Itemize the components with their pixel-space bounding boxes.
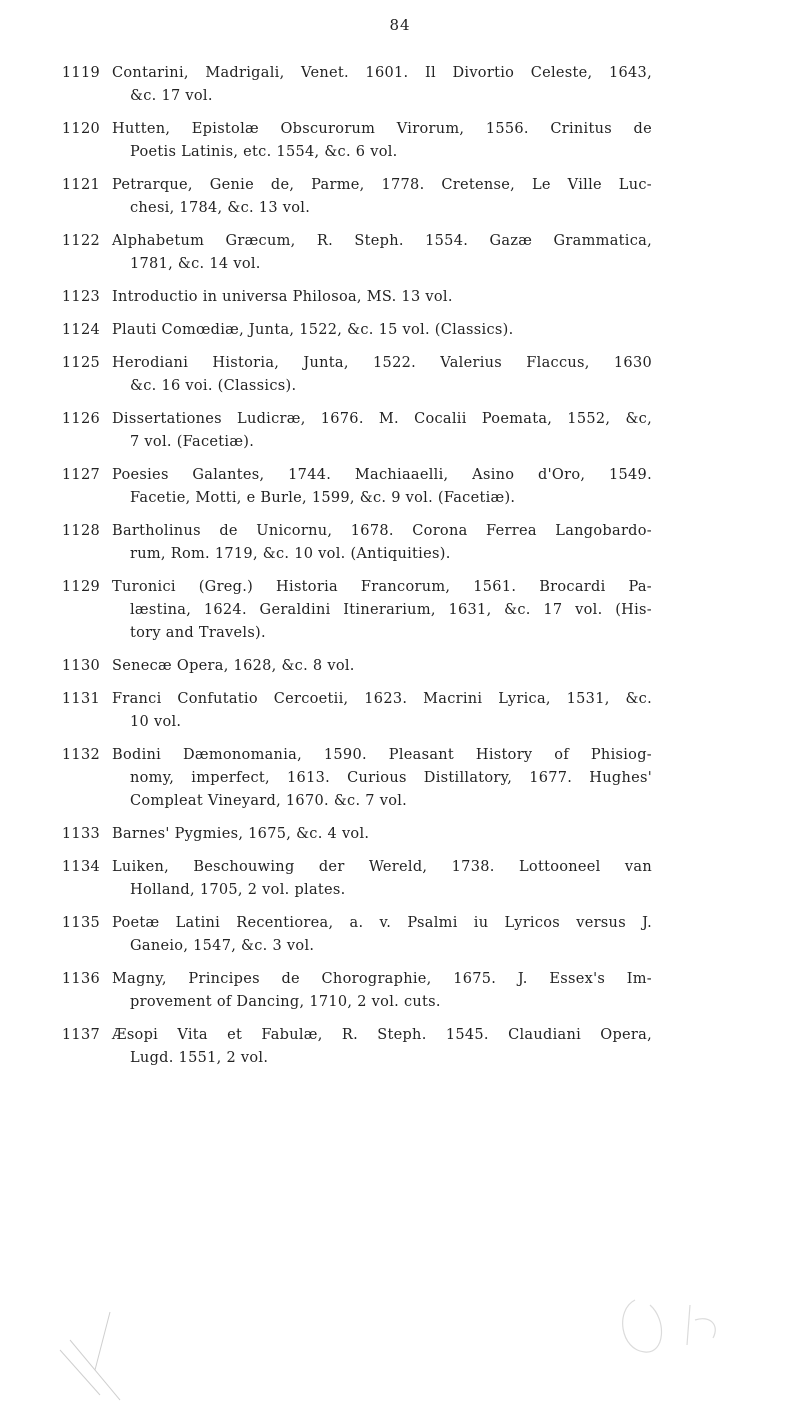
entry-text (112, 968, 652, 1014)
catalogue-entry (0, 286, 652, 309)
catalogue-entry (0, 744, 652, 813)
entry-text (112, 520, 652, 566)
entry-text (112, 174, 652, 220)
entry-line: Poetis Latinis, etc. 1554, &c. 6 vol. (130, 144, 398, 160)
entry-number: 1131 (61, 691, 100, 707)
entry-number: 1121 (61, 177, 100, 193)
entry-text (112, 118, 652, 164)
entry-line: læstina, 1624. Geraldini Itinerarium, 1631, &c. 17 vol. (His- (130, 602, 652, 618)
entry-line: Magny, Principes de Chorographie, 1675. J. Essex's Im- (112, 971, 652, 987)
entry-line: Poesies Galantes, 1744. Machiaaelli, Asino d'Oro, 1549. (112, 467, 652, 483)
entry-line: Bodini Dæmonomania, 1590. Pleasant History of Phisiog- (112, 747, 652, 763)
entry-number: 1134 (61, 859, 100, 875)
entry-text (112, 464, 652, 510)
entry-line: Plauti Comœdiæ, Junta, 1522, &c. 15 vol. (Classics). (112, 322, 514, 338)
entry-line: &c. 16 voi. (Classics). (130, 378, 297, 394)
entry-text (112, 319, 652, 342)
catalogue-entry (0, 1024, 652, 1070)
entry-line: Petrarque, Genie de, Parme, 1778. Cretense, Le Ville Luc- (112, 177, 652, 193)
catalogue-entry (0, 408, 652, 454)
entry-number: 1119 (61, 65, 100, 81)
library-stamp-icon (595, 1290, 745, 1360)
catalogue-entry (0, 230, 652, 276)
entry-line: provement of Dancing, 1710, 2 vol. cuts. (130, 994, 441, 1010)
entry-text (112, 286, 652, 309)
catalogue-entry (0, 319, 652, 342)
entry-text (112, 352, 652, 398)
entry-number: 1126 (61, 411, 100, 427)
catalogue-entry (0, 856, 652, 902)
entry-line: Herodiani Historia, Junta, 1522. Valerius Flaccus, 1630 (112, 355, 652, 371)
entry-line: 7 vol. (Facetiæ). (130, 434, 255, 450)
pencil-mark (40, 1310, 130, 1410)
catalogue-entry (0, 655, 652, 678)
entry-number: 1135 (61, 915, 100, 931)
entry-text (112, 823, 652, 846)
entry-text (112, 576, 652, 645)
catalogue-entry (0, 352, 652, 398)
entry-line: Introductio in universa Philosoa, MS. 13 vol. (112, 289, 453, 305)
catalogue-entry (0, 688, 652, 734)
entry-number: 1133 (61, 826, 100, 842)
entry-line: rum, Rom. 1719, &c. 10 vol. (Antiquities). (130, 546, 451, 562)
catalogue-entry (0, 520, 652, 566)
entry-number: 1137 (61, 1027, 100, 1043)
entry-line: Luiken, Beschouwing der Wereld, 1738. Lottooneel van (112, 859, 652, 875)
entry-line: tory and Travels). (130, 625, 266, 641)
entry-number: 1129 (61, 579, 100, 595)
entry-text (112, 856, 652, 902)
entry-line: Facetie, Motti, e Burle, 1599, &c. 9 vol. (Facetiæ). (130, 490, 516, 506)
catalogue-entry (0, 968, 652, 1014)
entry-line: Senecæ Opera, 1628, &c. 8 vol. (112, 658, 355, 674)
entry-text (112, 230, 652, 276)
catalogue-entry (0, 576, 652, 645)
entry-line: Ganeio, 1547, &c. 3 vol. (130, 938, 315, 954)
entry-text (112, 912, 652, 958)
entry-line: chesi, 1784, &c. 13 vol. (130, 200, 311, 216)
entry-line: Lugd. 1551, 2 vol. (130, 1050, 269, 1066)
entry-line: Æsopi Vita et Fabulæ, R. Steph. 1545. Claudiani Opera, (112, 1027, 652, 1043)
entry-number: 1120 (61, 121, 100, 137)
entry-number: 1124 (61, 322, 100, 338)
entry-line: Franci Confutatio Cercoetii, 1623. Macrini Lyrica, 1531, &c. (112, 691, 652, 707)
entry-line: Compleat Vineyard, 1670. &c. 7 vol. (130, 793, 408, 809)
catalogue-entries (0, 40, 652, 1070)
entry-number: 1132 (61, 747, 100, 763)
entry-number: 1123 (61, 289, 100, 305)
catalogue-entry (0, 464, 652, 510)
entry-text (112, 655, 652, 678)
entry-number: 1127 (61, 467, 100, 483)
entry-line: Barnes' Pygmies, 1675, &c. 4 vol. (112, 826, 370, 842)
entry-text (112, 62, 652, 108)
entry-line: Alphabetum Græcum, R. Steph. 1554. Gazæ Grammatica, (112, 233, 652, 249)
entry-number: 1136 (61, 971, 100, 987)
entry-line: Dissertationes Ludicræ, 1676. M. Cocalii Poemata, 1552, &c, (112, 411, 652, 427)
entry-text (112, 744, 652, 813)
entry-line: Poetæ Latini Recentiorea, a. v. Psalmi iu Lyricos versus J. (112, 915, 652, 931)
entry-number: 1122 (61, 233, 100, 249)
entry-line: Holland, 1705, 2 vol. plates. (130, 882, 346, 898)
page-number: 84 (389, 16, 411, 34)
entry-text (112, 1024, 652, 1070)
entry-line: &c. 17 vol. (130, 88, 213, 104)
catalogue-entry (0, 912, 652, 958)
entry-number: 1125 (61, 355, 100, 371)
entry-line: 1781, &c. 14 vol. (130, 256, 261, 272)
entry-line: 10 vol. (130, 714, 182, 730)
catalogue-entry (0, 174, 652, 220)
catalogue-entry (0, 118, 652, 164)
entry-line: Turonici (Greg.) Historia Francorum, 1561. Brocardi Pa- (112, 579, 652, 595)
entry-text (112, 408, 652, 454)
entry-line: Contarini, Madrigali, Venet. 1601. Il Divortio Celeste, 1643, (112, 65, 652, 81)
entry-line: nomy, imperfect, 1613. Curious Distillatory, 1677. Hughes' (130, 770, 652, 786)
entry-number: 1130 (61, 658, 100, 674)
catalogue-entry (0, 823, 652, 846)
entry-text (112, 688, 652, 734)
catalogue-entry (0, 62, 652, 108)
entry-line: Hutten, Epistolæ Obscurorum Virorum, 1556. Crinitus de (112, 121, 652, 137)
entry-number: 1128 (61, 523, 100, 539)
entry-line: Bartholinus de Unicornu, 1678. Corona Ferrea Langobardo- (112, 523, 652, 539)
